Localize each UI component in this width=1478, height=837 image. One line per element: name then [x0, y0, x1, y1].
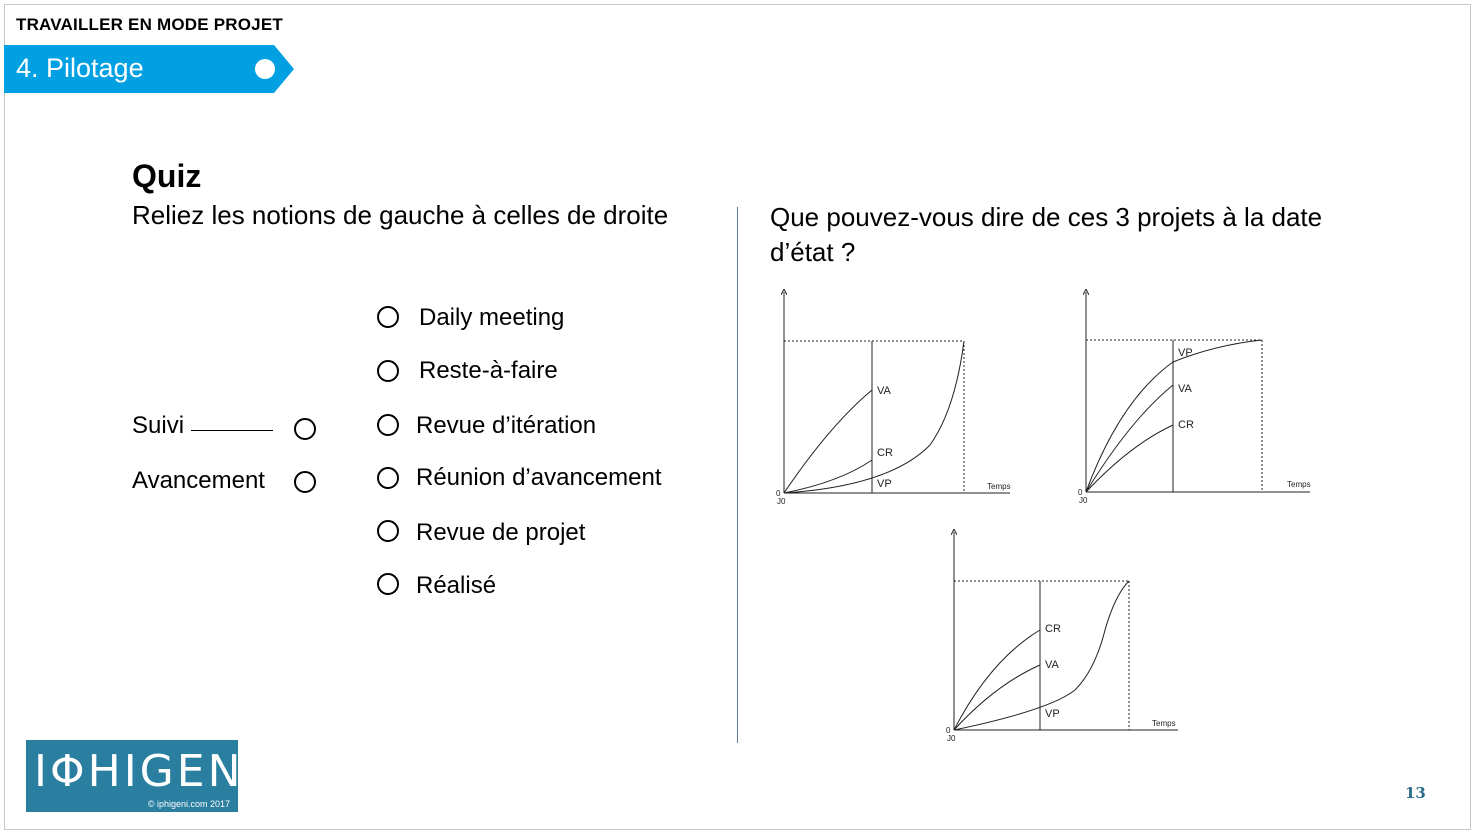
chart-2-curve-cr — [1086, 425, 1173, 492]
chart-2-label-cr: CR — [1178, 419, 1194, 431]
right-term-realise: Réalisé — [416, 572, 497, 599]
chart-2-label-va: VA — [1178, 383, 1192, 395]
chart-1-curve-vp — [784, 341, 964, 493]
chart-3-label-vp: VP — [1045, 708, 1060, 720]
section-label: 4. Pilotage — [16, 53, 144, 83]
company-logo — [26, 740, 260, 812]
course-title: TRAVAILLER EN MODE PROJET — [16, 15, 283, 34]
chart-2 — [1086, 292, 1310, 492]
chart-3-label-va: VA — [1045, 659, 1059, 671]
chart-3-j0: J0 — [947, 734, 956, 743]
chart-1-label-va: VA — [877, 385, 891, 397]
chart-2-label-vp: VP — [1178, 347, 1193, 359]
chart-1-origin: 0 — [776, 489, 781, 498]
chart-2-curve-va — [1086, 385, 1173, 492]
chart-1-x-label: Temps — [987, 482, 1011, 491]
chart-3-label-cr: CR — [1045, 623, 1061, 635]
chart-1-j0: J0 — [777, 497, 786, 506]
quiz-title: Quiz — [132, 158, 202, 194]
logo-copyright: © iphigeni.com 2017 — [147, 799, 230, 809]
left-term-avancement: Avancement — [132, 467, 265, 494]
chart-2-curve-vp — [1086, 340, 1262, 492]
chart-3-curve-vp — [954, 581, 1129, 730]
chart-3 — [954, 532, 1178, 730]
chart-1-label-cr: CR — [877, 447, 893, 459]
chart-question: Que pouvez-vous dire de ces 3 projets à la date d’état ? — [770, 202, 1323, 267]
right-term-revue-projet: Revue de projet — [416, 519, 586, 546]
chart-3-curve-cr — [954, 630, 1040, 730]
right-term-daily-meeting: Daily meeting — [419, 304, 565, 331]
left-term-suivi: Suivi — [132, 412, 185, 439]
chart-1-curve-va — [784, 390, 872, 493]
chart-2-x-label: Temps — [1287, 480, 1311, 489]
right-term-revue-iteration: Revue d’itération — [416, 412, 597, 439]
chart-2-origin: 0 — [1078, 488, 1083, 497]
chart-3-origin: 0 — [946, 726, 951, 735]
logo-wordmark: IΦHIGENI — [34, 746, 260, 797]
chart-1 — [784, 292, 1010, 493]
right-term-reste-a-faire: Reste-à-faire — [419, 357, 558, 384]
chart-2-j0: J0 — [1079, 496, 1088, 505]
right-term-reunion-avancement: Réunion d’avancement — [416, 464, 662, 491]
quiz-instruction: Reliez les notions de gauche à celles de droite — [132, 200, 669, 230]
page-number: 13 — [1405, 784, 1426, 802]
chart-1-label-vp: VP — [877, 478, 892, 490]
chart-3-x-label: Temps — [1152, 719, 1176, 728]
